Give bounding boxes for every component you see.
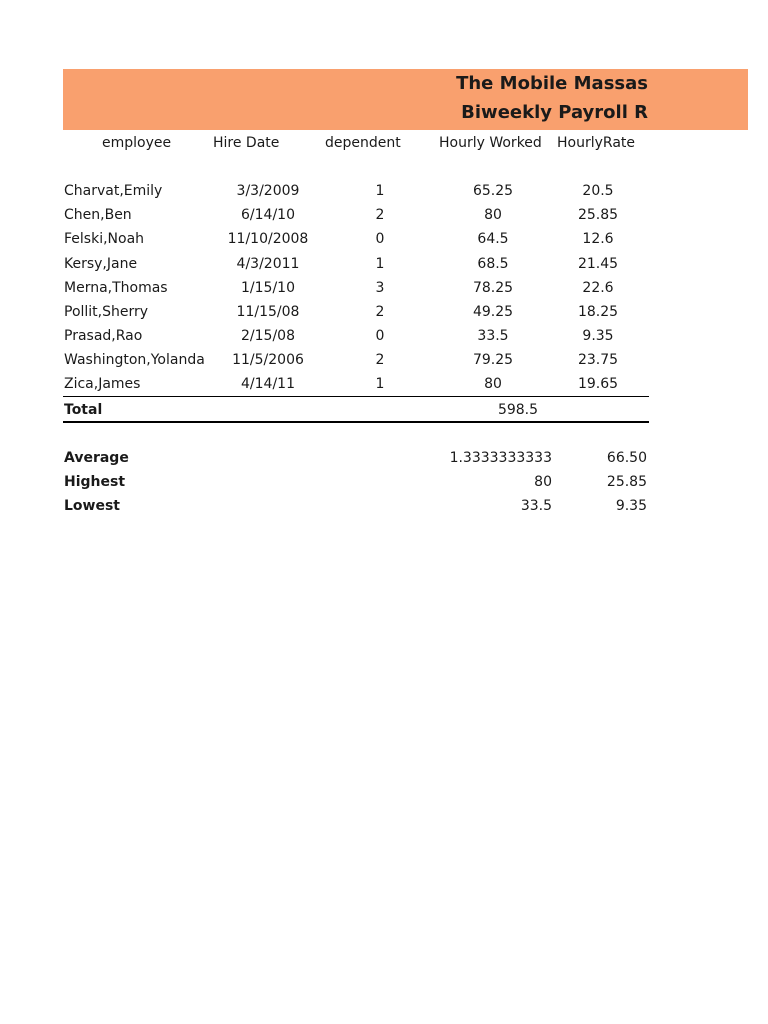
lowest-hours: 33.5 [520, 498, 552, 514]
column-header-employee: employee [102, 135, 172, 151]
cell-rate: 21.45 [577, 256, 619, 272]
average-rate: 66.50 [606, 450, 647, 466]
report-banner [63, 69, 748, 130]
cell-hire-date: 11/5/2006 [232, 352, 304, 368]
cell-hire-date: 4/3/2011 [236, 256, 300, 272]
cell-employee: Prasad,Rao [64, 328, 143, 344]
cell-hours: 78.25 [472, 280, 514, 296]
cell-dependent: 2 [375, 207, 385, 223]
cell-employee: Pollit,Sherry [64, 304, 149, 320]
cell-rate: 9.35 [582, 328, 614, 344]
column-header-rate: HourlyRate [557, 135, 635, 151]
lowest-label: Lowest [64, 498, 120, 514]
cell-dependent: 0 [375, 328, 385, 344]
cell-dependent: 3 [375, 280, 385, 296]
cell-employee: Kersy,Jane [64, 256, 138, 272]
cell-hire-date: 11/15/08 [236, 304, 300, 320]
cell-dependent: 2 [375, 352, 385, 368]
column-header-hours: Hourly Worked [439, 135, 542, 151]
cell-hire-date: 4/14/11 [241, 376, 295, 392]
total-hours: 598.5 [497, 402, 539, 418]
cell-hire-date: 11/10/2008 [227, 231, 309, 247]
average-label: Average [64, 450, 129, 466]
cell-employee: Zica,James [64, 376, 141, 392]
cell-hire-date: 3/3/2009 [236, 183, 300, 199]
cell-dependent: 0 [375, 231, 385, 247]
column-header-hire-date: Hire Date [213, 135, 280, 151]
cell-employee: Charvat,Emily [64, 183, 163, 199]
cell-rate: 23.75 [577, 352, 619, 368]
cell-rate: 22.6 [582, 280, 614, 296]
cell-hours: 79.25 [472, 352, 514, 368]
lowest-rate: 9.35 [615, 498, 647, 514]
cell-hire-date: 6/14/10 [241, 207, 295, 223]
total-bottom-border [63, 421, 649, 423]
cell-hire-date: 1/15/10 [241, 280, 295, 296]
cell-rate: 12.6 [582, 231, 614, 247]
column-header-dependent: dependent [325, 135, 401, 151]
cell-hours: 68.5 [477, 256, 509, 272]
cell-hours: 33.5 [477, 328, 509, 344]
cell-hours: 65.25 [472, 183, 514, 199]
cell-dependent: 1 [375, 183, 385, 199]
cell-hours: 80 [484, 207, 502, 223]
cell-rate: 19.65 [577, 376, 619, 392]
cell-dependent: 1 [375, 256, 385, 272]
cell-dependent: 2 [375, 304, 385, 320]
report-title: The Mobile Massas [456, 73, 648, 94]
highest-hours: 80 [534, 474, 552, 490]
cell-rate: 20.5 [582, 183, 614, 199]
cell-employee: Merna,Thomas [64, 280, 168, 296]
highest-rate: 25.85 [606, 474, 647, 490]
cell-employee: Washington,Yolanda [64, 352, 205, 368]
cell-employee: Chen,Ben [64, 207, 132, 223]
report-subtitle: Biweekly Payroll R [461, 102, 648, 123]
cell-employee: Felski,Noah [64, 231, 145, 247]
cell-hire-date: 2/15/08 [241, 328, 295, 344]
total-top-border [63, 396, 649, 397]
cell-hours: 80 [484, 376, 502, 392]
cell-rate: 18.25 [577, 304, 619, 320]
cell-rate: 25.85 [577, 207, 619, 223]
highest-label: Highest [64, 474, 126, 490]
cell-hours: 49.25 [472, 304, 514, 320]
cell-dependent: 1 [375, 376, 385, 392]
cell-hours: 64.5 [477, 231, 509, 247]
total-label: Total [64, 402, 103, 418]
average-hours: 1.3333333333 [449, 450, 552, 466]
